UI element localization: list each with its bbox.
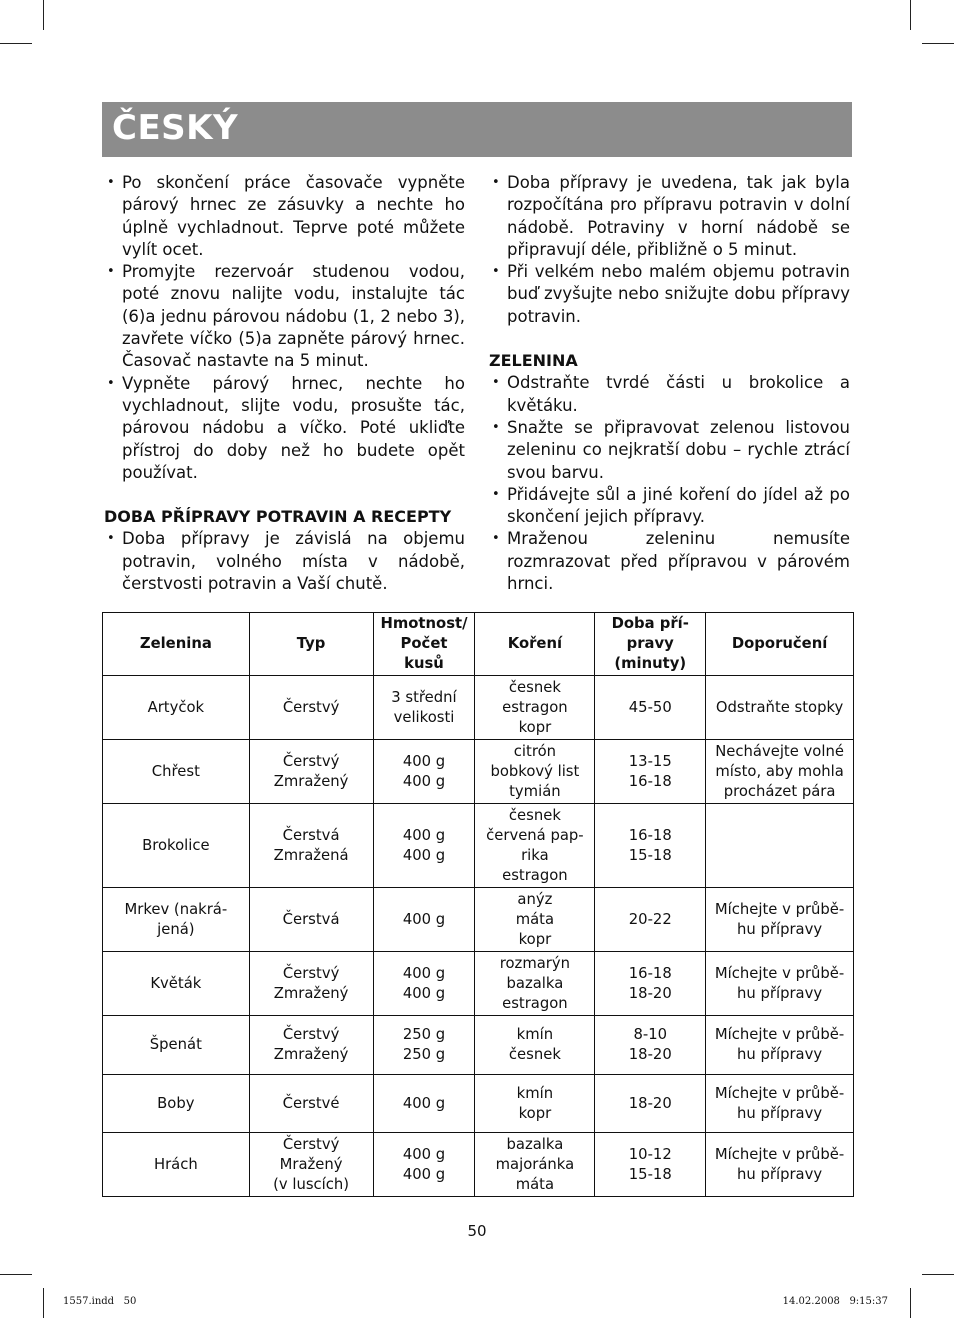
table-cell: Hrách bbox=[103, 1133, 250, 1197]
bullet-list bbox=[104, 528, 465, 595]
table-cell: Odstraňte stopky bbox=[706, 676, 854, 740]
crop-mark bbox=[922, 1274, 954, 1275]
table-cell: Míchejte v průbě- hu přípravy bbox=[706, 1075, 854, 1133]
section-heading: DOBA PŘÍPRAVY POTRAVIN A RECEPTY bbox=[104, 507, 452, 527]
column-header: Doba pří- pravy (minuty) bbox=[595, 613, 706, 676]
column-header: Zelenina bbox=[103, 613, 250, 676]
table-body bbox=[103, 676, 854, 1197]
table-row bbox=[103, 1133, 854, 1197]
table-cell: 400 g 400 g bbox=[373, 804, 475, 888]
table-cell: Nechávejte volné místo, aby mohla procházet pára bbox=[706, 740, 854, 804]
bullet-list bbox=[489, 372, 850, 595]
crop-mark bbox=[910, 0, 911, 30]
page-number: 50 bbox=[467, 1222, 487, 1240]
table-cell: 16-18 15-18 bbox=[595, 804, 706, 888]
list-item: • Snažte se připravovat zelenou listovou zeleninu co nejkratší dobu – rychle ztrácí svou barvu. bbox=[489, 417, 850, 484]
crop-mark bbox=[43, 0, 44, 30]
table-cell: Míchejte v průbě- hu přípravy bbox=[706, 888, 854, 952]
crop-mark bbox=[922, 43, 954, 44]
table-cell: 400 g bbox=[373, 1075, 475, 1133]
table-cell: Artyčok bbox=[103, 676, 250, 740]
section-heading: ZELENINA bbox=[489, 351, 578, 371]
table-cell: 400 g bbox=[373, 888, 475, 952]
table-cell: 10-12 15-18 bbox=[595, 1133, 706, 1197]
table-cell: 3 střední velikosti bbox=[373, 676, 475, 740]
table-cell: kmín kopr bbox=[475, 1075, 595, 1133]
right-column bbox=[489, 172, 850, 595]
table-cell: Boby bbox=[103, 1075, 250, 1133]
column-header: Hmotnost/ Počet kusů bbox=[373, 613, 475, 676]
crop-mark bbox=[0, 43, 32, 44]
table-cell: Mrkev (nakrá- jená) bbox=[103, 888, 250, 952]
list-item: • Mraženou zeleninu nemusíte rozmrazovat před přípravou v párovém hrnci. bbox=[489, 528, 850, 595]
table-row bbox=[103, 888, 854, 952]
list-item: • Přidávejte sůl a jiné koření do jídel až po skončení jejich přípravy. bbox=[489, 484, 850, 529]
file-info: 1557.indd 50 bbox=[63, 1296, 137, 1307]
table-cell: 400 g 400 g bbox=[373, 952, 475, 1016]
table-cell: Míchejte v průbě- hu přípravy bbox=[706, 1133, 854, 1197]
table-cell: 20-22 bbox=[595, 888, 706, 952]
crop-mark bbox=[0, 1274, 32, 1275]
table-cell: Čerstvá Zmražená bbox=[249, 804, 373, 888]
table-cell: Čerstvý bbox=[249, 676, 373, 740]
table-cell: Čerstvý Zmražený bbox=[249, 1016, 373, 1075]
column-header: Koření bbox=[475, 613, 595, 676]
list-item: • Po skončení práce časovače vypněte párový hrnec ze zásuvky a nechte ho úplně vychladnout. Teprve poté můžete vylít ocet. bbox=[104, 172, 465, 261]
table-cell: česnek červená pap- rika estragon bbox=[475, 804, 595, 888]
table-cell: Čerstvý Mražený (v luscích) bbox=[249, 1133, 373, 1197]
table-cell: rozmarýn bazalka estragon bbox=[475, 952, 595, 1016]
table-cell: 250 g 250 g bbox=[373, 1016, 475, 1075]
table-cell: 45-50 bbox=[595, 676, 706, 740]
table-cell: česnek estragon kopr bbox=[475, 676, 595, 740]
table-header-row bbox=[103, 613, 854, 676]
table-cell: 13-15 16-18 bbox=[595, 740, 706, 804]
table-cell: Čerstvé bbox=[249, 1075, 373, 1133]
table-cell: 400 g 400 g bbox=[373, 1133, 475, 1197]
table-cell: Čerstvý Zmražený bbox=[249, 740, 373, 804]
column-header: Doporučení bbox=[706, 613, 854, 676]
table-row bbox=[103, 1075, 854, 1133]
table-cell: 18-20 bbox=[595, 1075, 706, 1133]
bullet-list bbox=[104, 172, 465, 484]
list-item: • Doba přípravy je uvedena, tak jak byla rozpočítána pro přípravu potravin v dolní nádobě. Potraviny v horní nádobě se připravují déle, přibližně o 5 minut. bbox=[489, 172, 850, 261]
column-header: Typ bbox=[249, 613, 373, 676]
table-row bbox=[103, 952, 854, 1016]
table-row bbox=[103, 1016, 854, 1075]
table-cell: 400 g 400 g bbox=[373, 740, 475, 804]
table-cell bbox=[706, 804, 854, 888]
table-cell: anýz máta kopr bbox=[475, 888, 595, 952]
table-cell: Míchejte v průbě- hu přípravy bbox=[706, 952, 854, 1016]
list-item: • Doba přípravy je závislá na objemu potravin, volného místa v nádobě, čerstvosti potravin a Vaší chutě. bbox=[104, 528, 465, 595]
table-cell: Čerstvý Zmražený bbox=[249, 952, 373, 1016]
page-title: ČESKÝ bbox=[112, 108, 239, 148]
left-column bbox=[104, 172, 465, 595]
table-cell: Květák bbox=[103, 952, 250, 1016]
table-cell: Chřest bbox=[103, 740, 250, 804]
table-cell: Čerstvá bbox=[249, 888, 373, 952]
print-timestamp: 14.02.2008 9:15:37 bbox=[782, 1296, 888, 1307]
crop-mark bbox=[910, 1288, 911, 1318]
table-cell: Míchejte v průbě- hu přípravy bbox=[706, 1016, 854, 1075]
table-row bbox=[103, 740, 854, 804]
table-cell: Brokolice bbox=[103, 804, 250, 888]
table-cell: 16-18 18-20 bbox=[595, 952, 706, 1016]
crop-mark bbox=[43, 1288, 44, 1318]
table-cell: bazalka majoránka máta bbox=[475, 1133, 595, 1197]
language-banner bbox=[102, 102, 852, 157]
list-item: • Při velkém nebo malém objemu potravin buď zvyšujte nebo snižujte dobu přípravy potravin. bbox=[489, 261, 850, 328]
table-row bbox=[103, 804, 854, 888]
table-cell: Špenát bbox=[103, 1016, 250, 1075]
table-cell: 8-10 18-20 bbox=[595, 1016, 706, 1075]
bullet-list bbox=[489, 172, 850, 328]
list-item: • Promyjte rezervoár studenou vodou, poté znovu nalijte vodu, instalujte tác (6)a jednu párovou nádobu (1, 2 nebo 3), zavřete víčko (5)a zapněte párový hrnec. Časovač nastavte na 5 minut. bbox=[104, 261, 465, 372]
table-cell: kmín česnek bbox=[475, 1016, 595, 1075]
table-cell: citrón bobkový list tymián bbox=[475, 740, 595, 804]
table-row bbox=[103, 676, 854, 740]
list-item: • Odstraňte tvrdé části u brokolice a květáku. bbox=[489, 372, 850, 417]
vegetable-table bbox=[102, 612, 854, 1197]
list-item: • Vypněte párový hrnec, nechte ho vychladnout, slijte vodu, prosušte tác, párovou nádobu a víčko. Poté ukliďte přístroj do doby než ho budete opět používat. bbox=[104, 373, 465, 484]
